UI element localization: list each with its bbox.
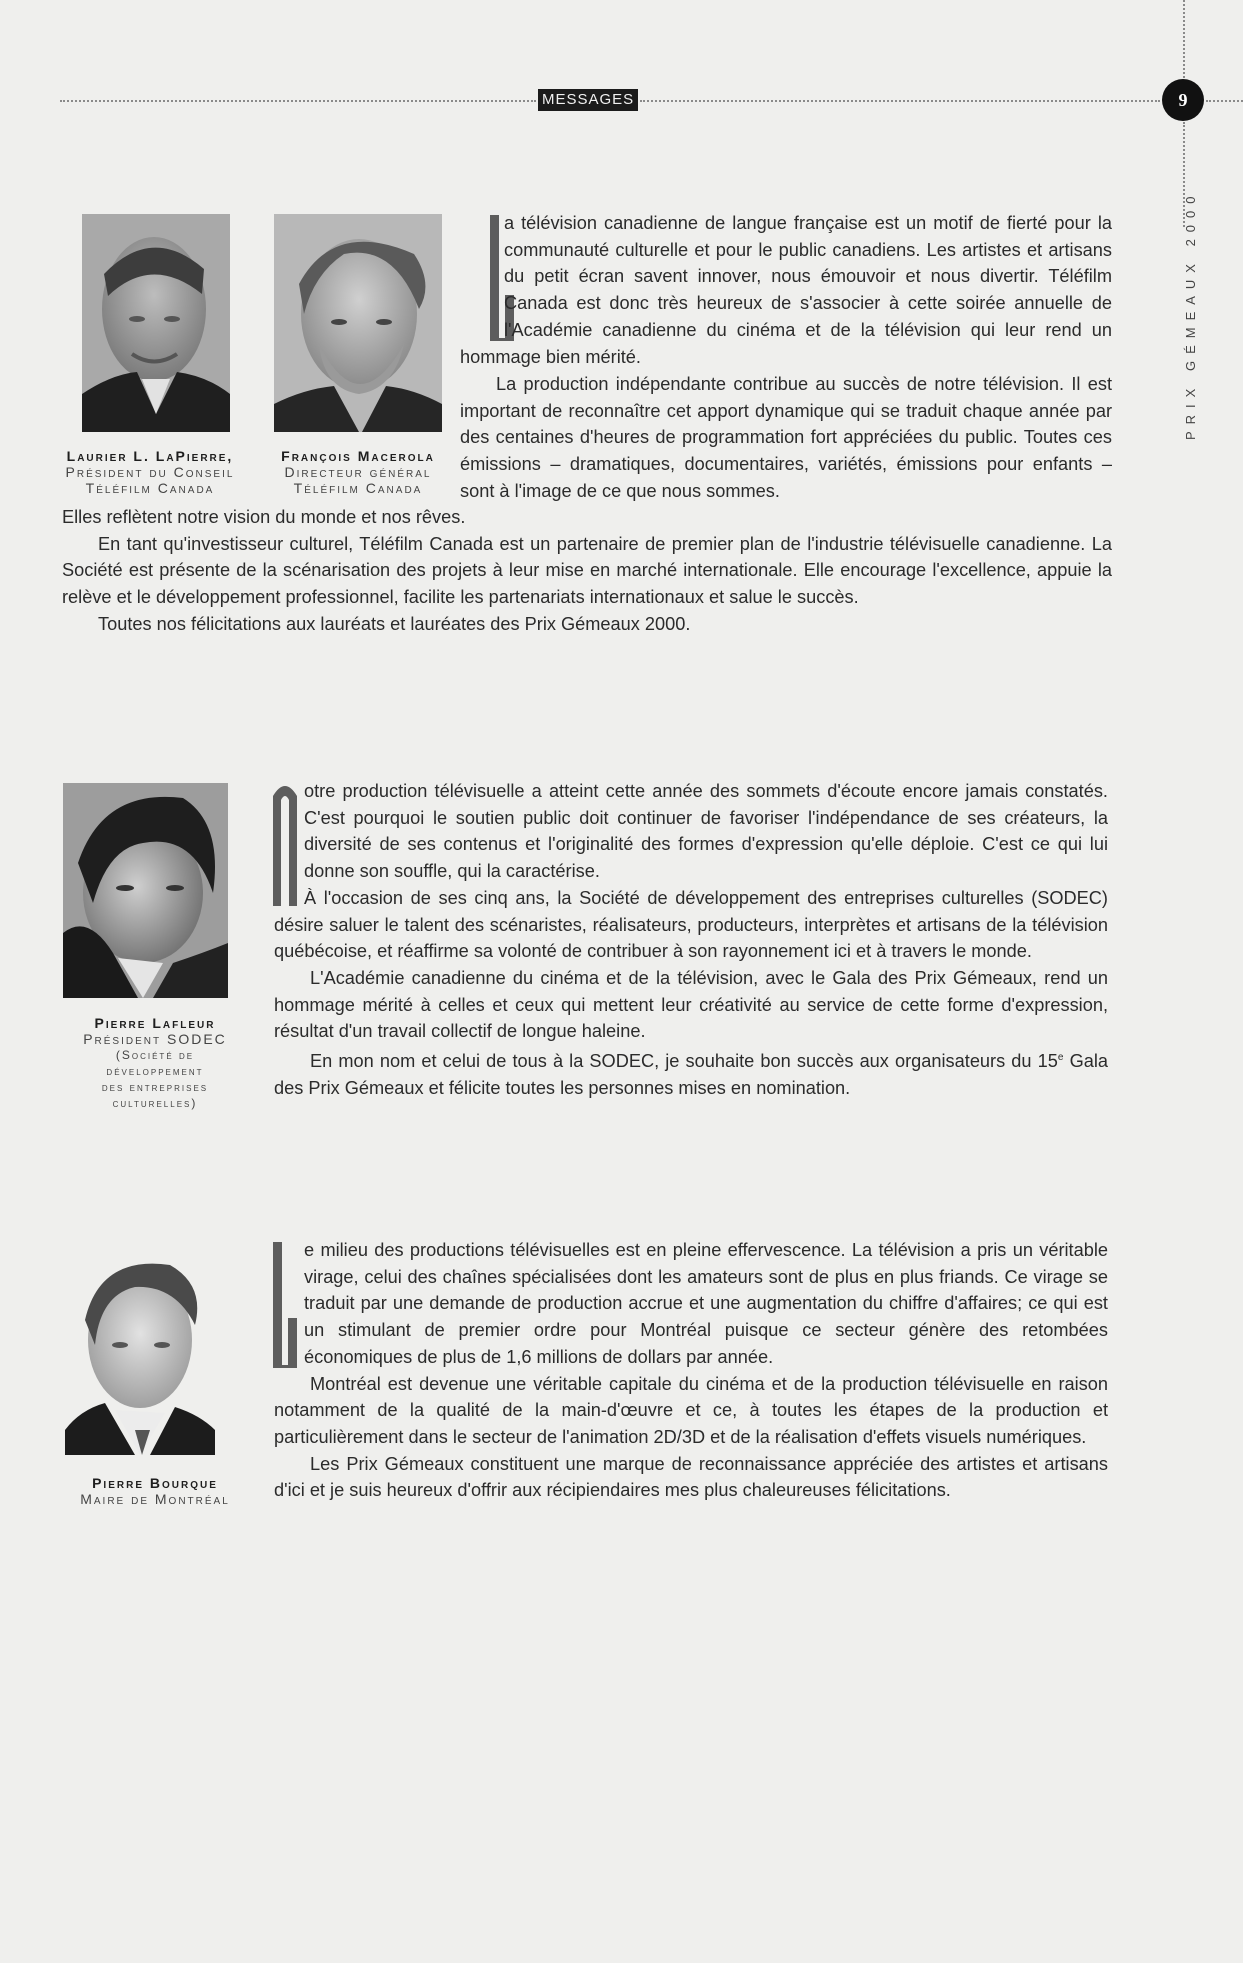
caption-bourque (55, 1475, 255, 1507)
paragraph (274, 778, 1108, 885)
person-org: Téléfilm Canada (293, 480, 423, 496)
page-number: 9 (1162, 79, 1204, 121)
header-rule-right (640, 100, 1160, 102)
portrait-photo-icon (274, 214, 442, 432)
person-name: Pierre Bourque (92, 1475, 218, 1491)
portrait-photo-bourque (60, 1245, 220, 1455)
paragraph-text: otre production télévisuelle a atteint cette année des sommets d'écoute encore jamais constatés. C'est pourquoi le soutien public doit continuer de favoriser l'indépendance de ses créateurs, la diversité de ses contenus et l'originalité des formes d'expression qu'elle déploie. C'est ce qui lui donne son souffle, qui la caractérise. (304, 781, 1108, 882)
portrait-photo-lafleur (63, 783, 228, 998)
paragraph: L'Académie canadienne du cinéma et de la télévision, avec le Gala des Prix Gémeaux, rend un hommage mérité à celles et ceux qui mettent leur créativité au service de cette forme d'expression, résultat d'un travail collectif de longue haleine. (274, 967, 1108, 1042)
person-name: Laurier L. LaPierre, (66, 448, 234, 464)
caption-lafleur (55, 1015, 255, 1111)
message2-body (274, 778, 1108, 1102)
message1-body-top (460, 210, 1112, 370)
message1-body-bottom (62, 504, 1112, 638)
person-title: Président SODEC (83, 1031, 227, 1047)
paragraph (274, 1237, 1108, 1371)
side-title: PRIX GÉMEAUX 2000 (1183, 189, 1198, 440)
paragraph: À l'occasion de ses cinq ans, la Société de développement des entreprises culturelles (SODEC) désire saluer le talent des scénaristes, réalisateurs, producteurs, interprètes et artisans de la télévision québécoise, et réaffirme sa volonté de contribuer à son rayonnement ici et à travers le monde. (274, 887, 1108, 962)
caption-macerola (258, 448, 458, 496)
portrait-photo-macerola (274, 214, 442, 432)
person-org-line: (Société de (115, 1048, 195, 1062)
paragraph: Montréal est devenue une véritable capitale du cinéma et de la production télévisuelle en raison notamment de la qualité de la main-d'œuvre et ce, à toutes les étapes de la production et particulièrement dans le secteur de l'animation 2D/3D et de la réalisation d'effets visuels numériques. (274, 1373, 1108, 1447)
paragraph: Les Prix Gémeaux constituent une marque de reconnaissance appréciée des artistes et artisans d'ici et je suis heureux d'offrir aux récipiendaires mes plus chaleureuses félicitations. (274, 1453, 1108, 1501)
portrait-photo-lapierre (82, 214, 230, 432)
paragraph: La production indépendante contribue au succès de notre télévision. Il est important de reconnaître cet apport dynamique qui se traduit chaque année par des centaines d'heures de programmation fort appréciées du public. Toutes ces émissions – dramatiques, documentaires, variétés, émissions pour enfants – sont à l'image de ce que nous sommes. (460, 374, 1112, 501)
ordinal-suffix: e (1057, 1052, 1064, 1064)
person-org-line: culturelles) (112, 1096, 198, 1110)
portrait-photo-icon (82, 214, 230, 432)
person-org-line: développement (106, 1064, 204, 1078)
person-name: Pierre Lafleur (94, 1015, 216, 1031)
paragraph: a télévision canadienne de langue française est un motif de fierté pour la communauté culturelle et pour le public canadiens. Les artistes et artisans du petit écran savent innover, nous émouvoir et nous divertir. Téléfilm Canada est donc très heureux de s'associer à cette soirée annuelle de l'Académie canadienne du cinéma et de la télévision qui leur rend un hommage bien mérité. (460, 210, 1112, 370)
message1-body-mid (460, 371, 1112, 505)
section-tag: MESSAGES (538, 89, 638, 111)
person-title: Directeur général (284, 464, 432, 480)
paragraph-text: Gala des Prix Gémeaux et félicite toutes les personnes mises en nomination. (274, 1051, 1108, 1098)
person-org: Téléfilm Canada (85, 480, 215, 496)
person-title: Maire de Montréal (80, 1491, 230, 1507)
paragraph: Elles reflètent notre vision du monde et nos rêves. (62, 507, 466, 527)
portrait-photo-icon (60, 1245, 220, 1455)
person-name: François Macerola (281, 448, 435, 464)
paragraph: Toutes nos félicitations aux lauréats et lauréates des Prix Gémeaux 2000. (98, 613, 691, 634)
header-rule-far-right (1206, 100, 1243, 102)
paragraph-text: e milieu des productions télévisuelles est en pleine effervescence. La télévision a pris un véritable virage, celui des chaînes spécialisées dont les amateurs sont de plus en plus friands. Ce virage se traduit par une demande de production accrue et une augmentation du chiffre d'affaires; ce qui est un stimulant de premier ordre pour Montréal puisque ce secteur génère des retombées économiques de plus de 1,6 millions de dollars par année. (304, 1240, 1108, 1367)
side-rule-top (1183, 0, 1185, 78)
message3-body (274, 1237, 1108, 1504)
person-title: Président du Conseil (65, 464, 235, 480)
header-rule-left (60, 100, 536, 102)
person-org-line: des entreprises (101, 1080, 209, 1094)
ordinal-number: 15 (1037, 1051, 1058, 1072)
caption-lapierre (50, 448, 250, 496)
paragraph (274, 1045, 1108, 1101)
paragraph: En tant qu'investisseur culturel, Téléfilm Canada est un partenaire de premier plan de l'industrie télévisuelle canadienne. La Société est présente de la scénarisation des projets à leur mise en marché internationale. Elle encourage l'excellence, appuie la relève et le développement professionnel, facilite les partenariats internationaux et salue le succès. (62, 533, 1112, 608)
dropcap-spacer (460, 210, 504, 342)
portrait-photo-icon (63, 783, 228, 998)
paragraph-text: En mon nom et celui de tous à la SODEC, je souhaite bon succès aux organisateurs du (310, 1051, 1032, 1072)
